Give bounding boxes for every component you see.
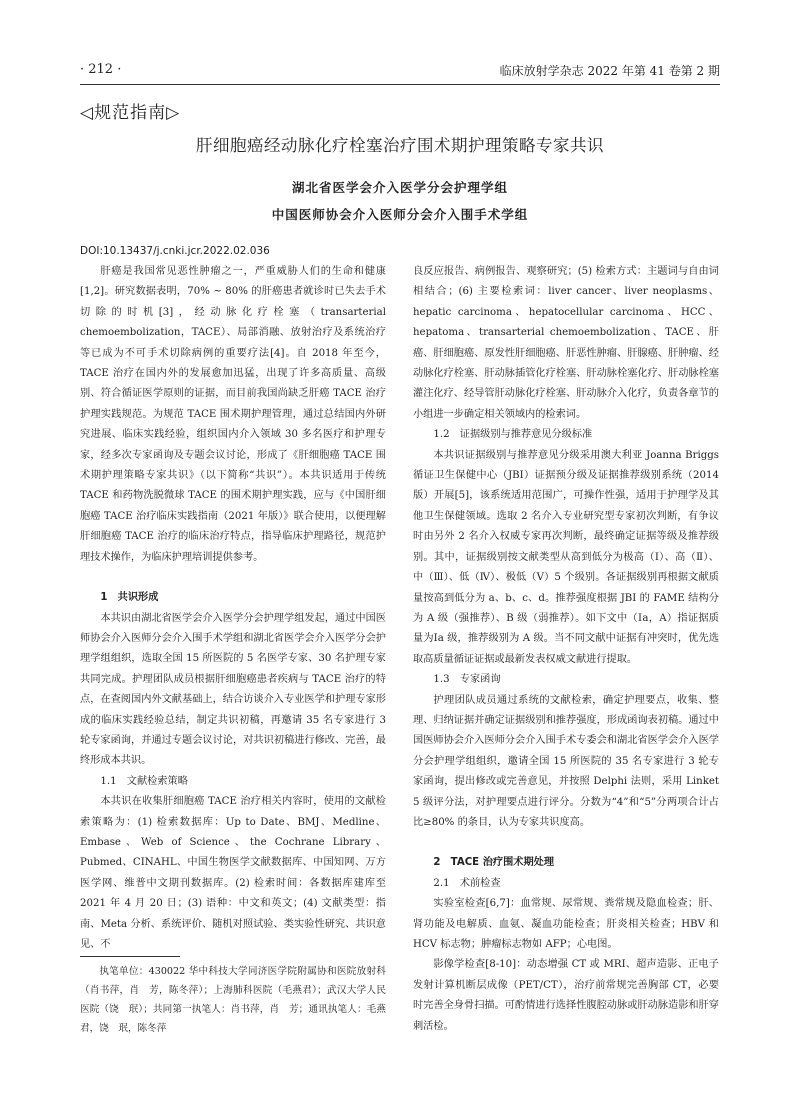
section-1-2-heading: 1.2 证据级别与推荐意见分级标准 (433, 429, 593, 441)
author-org-1: 湖北省医学会介入医学分会护理学组 (291, 180, 508, 195)
section-2-1-heading: 2.1 术前检查 (433, 877, 501, 889)
section-tag: ◁规范指南▷ (80, 103, 181, 123)
journal-header: 临床放射学杂志 2022 年第 41 卷第 2 期 (499, 64, 720, 78)
intro-paragraph: 肝癌是我国常见恶性肿瘤之一，严重威胁人们的生命和健康[1,2]。研究数据表明，70% ~ 80% 的肝癌患者就诊时已失去手术切除的时机[3]，经动脉化疗栓塞（transarterial chemoembolization，TACE）、局部消融、放射治疗及系统治疗等已成为不可手术切除病例的重要疗法[4]。自 2018 年至今，TACE 治疗在国内外的发展愈加迅猛，出现了许多高质量、高级别、符合循证医学原则的证据，而目前我国尚缺乏肝癌 TACE 治疗护理实践规范。为规范 TACE 围术期护理管理，通过总结国内外研究进展、临床实践经验，组织国内介入领域 30 多名医疗和护理专家，经多次专家函询及专题会议讨论，形成了《肝细胞癌 TACE 围术期护理策略专家共识》（以下简称“共识”）。本共识适用于传统 TACE 和药物洗脱微球 TACE 的围术期护理实践，应与《中国肝细胞癌 TACE 治疗临床实践指南（2021 年版）》联合使用，以便理解肝细胞癌 TACE 治疗的临床治疗特点，指导临床护理路径，规范护理技术操作，为临床护理培训提供参考。 (80, 266, 386, 563)
section-1-2-paragraph: 本共识证据级别与推荐意见分级采用澳大利亚 Joanna Briggs 循证卫生保健中心（JBI）证据预分级及证据推荐级别系统（2014 版）开展[5]，该系统适用范围广，可操作性强，适用于护理学及其他卫生保健领域。选取 2 名介入专业研究型专家初次判断，有争议时由另外 2 名介入权威专家再次判断，最终确定证据等级及推荐级别。其中，证据级别按文献类型从高到低分为极高（Ⅰ）、高（Ⅱ）、中（Ⅲ）、低（Ⅳ）、极低（Ⅴ）5 个级别。各证据级别再根据文献质量按高到低分为 a、b、c、d。推荐强度根据 JBI 的 FAME 结构分为 A 级（强推荐）、B 级（弱推荐）。如下文中（Ⅰa，A）指证据质量为Ⅰa 级，推荐级别为 A 级。当不同文献中证据有冲突时，优先选取高质量循证证据或最新发表权威文献进行提取。 (413, 449, 719, 665)
footnote-text: 执笔单位：430022 华中科技大学同济医学院附属协和医院放射科（肖书萍，肖 芳，陈冬萍）；上海肺科医院（毛燕君）；武汉大学人民医院（饶 珉）；共同第一执笔人：肖书萍，肖 芳；通讯执笔人：毛燕君，饶 珉，陈冬萍 (80, 966, 386, 1034)
page-number: · 212 · (80, 62, 122, 77)
section-2-1-paragraph-1: 实验室检查[6,7]：血常规、尿常规、粪常规及隐血检查；肝、肾功能及电解质、血氨、凝血功能检查；肝炎相关检查；HBV 和 HCV 标志物；肿瘤标志物如 AFP；心电图。 (413, 898, 719, 950)
right-column (413, 262, 719, 1037)
section-1-3-heading: 1.3 专家函询 (433, 674, 501, 686)
continued-paragraph: 良反应报告、病例报告、观察研究；(5) 检索方式：主题词与自由词相结合；(6) 主要检索词：liver cancer、liver neoplasms、hepatic carcinoma、hepatocellular carcinoma、HCC、hepatoma、transarterial chemoembolization、TACE、肝癌、肝细胞癌、原发性肝细胞癌、肝恶性肿瘤、肝腺癌、肝肿瘤、经动脉化疗栓塞、肝动脉插管化疗栓塞、肝动脉栓塞化疗、肝动脉栓塞灌注化疗、经导管肝动脉化疗栓塞、肝动脉介入化疗，负责各章节的小组进一步确定相关领域内的检索词。 (413, 266, 719, 420)
section-1-3-paragraph: 护理团队成员通过系统的文献检索，确定护理要点，收集、整理、归纳证据并确定证据级别和推荐强度，形成函询表初稿。通过中国医师协会介入医师分会介入围手术专委会和湖北省医学会介入医学分会护理学组组织，邀请全国 15 所医院的 35 名专家进行 3 轮专家函询，提出修改或完善意见，并按照 Delphi 法则，采用 Linket 5 级评分法，对护理要点进行评分。分数为“4”和“5”分两项合计占比≥80% 的条目，认为专家共识度高。 (413, 694, 719, 828)
doi: DOI:10.13437/j.cnki.jcr.2022.02.036 (80, 245, 270, 257)
section-1-1-heading: 1.1 文献检索策略 (100, 775, 188, 787)
footnote (80, 962, 386, 1038)
article-title: 肝细胞癌经动脉化疗栓塞治疗围术期护理策略专家共识 (196, 136, 604, 155)
left-column (80, 262, 386, 955)
section-2-1-paragraph-2: 影像学检查[8-10]：动态增强 CT 或 MRI、超声造影、正电子发射计算机断层成像（PET/CT），治疗前常规完善胸部 CT，必要时完善全身骨扫描。可酌情进行选择性腹腔动脉或肝动脉造影和肝穿刺活检。 (413, 959, 719, 1032)
footnote-rule (80, 956, 180, 957)
section-1-1-paragraph: 本共识在收集肝细胞癌 TACE 治疗相关内容时，使用的文献检索策略为：(1) 检索数据库：Up to Date、BMJ、Medline、Embase、Web of Science、the Cochrane Library、Pubmed、CINAHL、中国生物医学文献数据库、中国知网、万方医学网、维普中文期刊数据库。(2) 检索时间：各数据库建库至 2021 年 4 月 20 日；(3) 语种：中文和英文；(4) 文献类型：指南、Meta 分析、系统评价、随机对照试验、类实验性研究、共识意见、不 (80, 796, 386, 950)
section-1-paragraph: 本共识由湖北省医学会介入医学分会护理学组发起，通过中国医师协会介入医师分会介入围手术学组和湖北省医学会介入医学分会护理学组组织，选取全国 15 所医院的 5 名医学专家、30 名护理专家共同完成。护理团队成员根据肝细胞癌患者疾病与 TACE 治疗的特点，在查阅国内外文献基础上，结合访谈介入专业医学和护理专家形成的临床实践经验总结，制定共识初稿，再邀请 35 名专家进行 3 轮专家函询，并通过专题会议讨论，对共识初稿进行修改、完善，最终形成本共识。 (80, 612, 386, 767)
section-2-heading: 2 TACE 治疗围术期处理 (433, 857, 555, 869)
section-1-heading: 1 共识形成 (100, 592, 159, 604)
header-rule (80, 84, 720, 85)
author-org-2: 中国医师协会介入医师分会介入围手术学组 (271, 207, 529, 222)
